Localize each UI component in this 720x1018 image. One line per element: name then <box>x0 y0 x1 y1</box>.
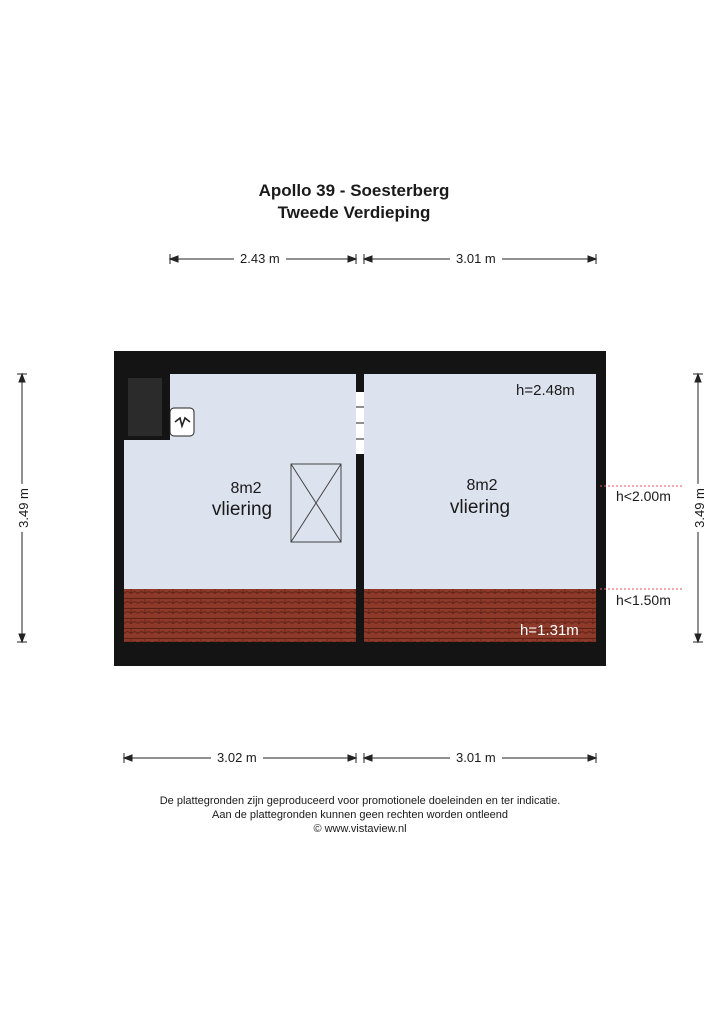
footer-disclaimer-1: De plattegronden zijn geproduceerd voor promotionele doeleinden en ter indicatie. <box>159 795 561 807</box>
height-200-label: h<2.00m <box>616 488 671 504</box>
dimension-right-height: 3.49 m <box>692 484 708 532</box>
height-150-label: h<1.50m <box>616 592 671 608</box>
height-min-label: h=1.31m <box>520 622 579 639</box>
plan-title: Apollo 39 - Soesterberg <box>258 181 450 200</box>
door-opening <box>356 392 364 454</box>
height-max-label: h=2.48m <box>516 382 575 399</box>
dimension-bottom-left: 3.02 m <box>211 750 263 766</box>
plan-subtitle: Tweede Verdieping <box>277 203 431 222</box>
roof-slope-left <box>124 589 356 642</box>
chimney-inner <box>128 378 162 436</box>
dimension-line-bottom <box>124 753 596 763</box>
boiler-icon <box>170 408 194 436</box>
room-left-name: vliering <box>211 499 273 520</box>
dimension-left-height: 3.49 m <box>16 484 32 532</box>
footer-disclaimer-2: Aan de plattegronden kunnen geen rechten worden ontleend <box>211 809 508 821</box>
room-right-name: vliering <box>449 497 511 518</box>
dimension-top-right: 3.01 m <box>450 251 502 267</box>
footer-copyright: © www.vistaview.nl <box>313 823 407 835</box>
dimension-top-left: 2.43 m <box>234 251 286 267</box>
room-right-area: 8m2 <box>466 477 498 494</box>
room-left-area: 8m2 <box>230 480 262 497</box>
dimension-bottom-right: 3.01 m <box>450 750 502 766</box>
